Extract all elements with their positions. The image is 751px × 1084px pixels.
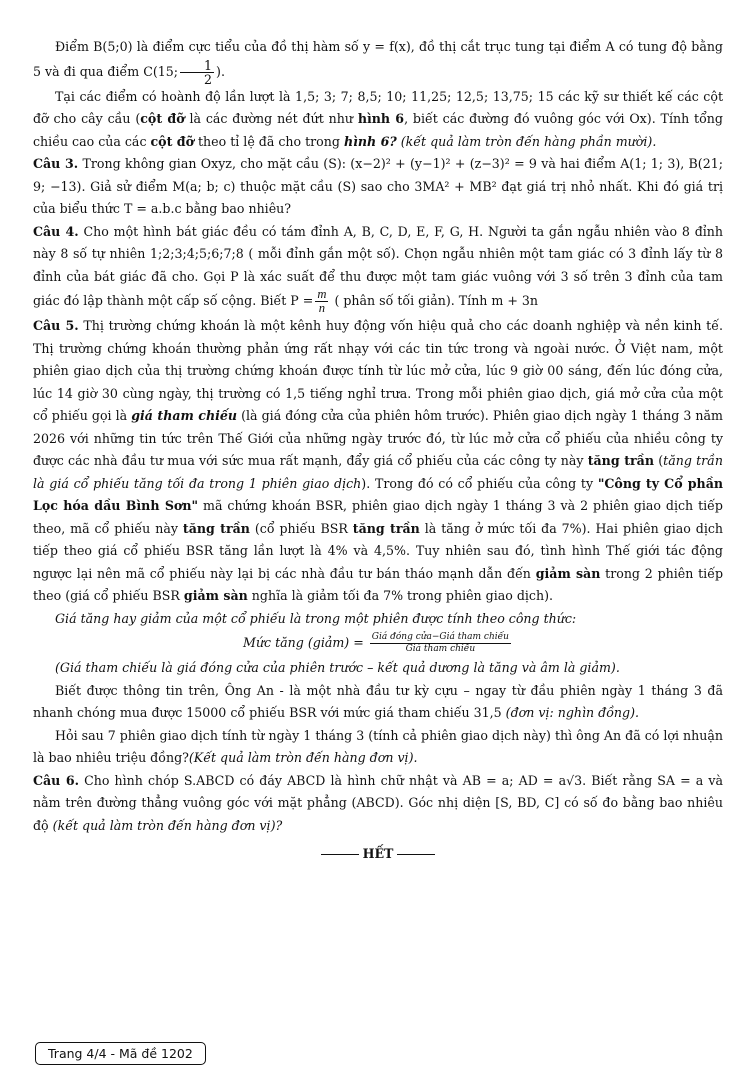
question-label: Câu 5. bbox=[33, 318, 79, 333]
question-label: Câu 6. bbox=[33, 772, 79, 788]
question-5: Câu 5. Thị trường chứng khoán là một kênh huy động vốn hiệu quả cho các doanh nghiệp và nền kinh tế. Thị trường chứng khoán thường phản ứng rất nhạy với các tin tức trong và ngoài nước. Ở Việt nam, một phiên giao dịch của thị trường chứng khoán được tính từ lúc mở cửa, lúc 9 giờ 00 sáng, đến lúc đóng cửa, lúc 14 giờ 30 cùng ngày, thị trường có 1,5 tiếng nghỉ trưa. Trong mỗi phiên giao dịch, giá mở cửa của một cổ phiếu gọi là giá tham chiếu (là giá đóng cửa của phiên hôm trước). Phiên giao dịch ngày 1 tháng 3 năm 2026 với những tin tức trên Thế Giới của những ngày trước đó, từ lúc mở cửa cổ phiếu của nhiều công ty được các nhà đầu tư mua với sức mua rất mạnh, đẩy giá cổ phiếu của các công ty này tăng trần (tăng trần là giá cổ phiếu tăng tối đa trong 1 phiên giao dịch). Trong đó có cổ phiếu của công ty "Công ty Cổ phần Lọc hóa dầu Bình Sơn" mã chứng khoán BSR, phiên giao dịch ngày 1 tháng 3 và 2 phiên giao dịch tiếp theo, mã cổ phiếu này tăng trần (cổ phiếu BSR tăng trần là tăng ở mức tối đa 7%). Hai phiên giao dịch tiếp theo giá cổ phiếu BSR tăng lần lượt là 4% và 4,5%. Tuy nhiên sau đó, tình hình Thế giới tác động ngược lại nên mã cổ phiếu này lại bị các nhà đầu tư bán tháo mạnh dẫn đến giảm sàn trong 2 phiên tiếp theo (giá cổ phiếu BSR giảm sàn nghĩa là giảm tối đa 7% trong phiên giao dịch). bbox=[33, 318, 724, 603]
question-label: Câu 3. bbox=[33, 156, 79, 171]
profit-question: Hỏi sau 7 phiên giao dịch tính từ ngày 1 tháng 3 (tính cả phiên giao dịch này) thì ông An đã có lợi nhuận là bao nhiêu triệu đồng?(Kết quả làm tròn đến hàng đơn vị). bbox=[33, 727, 723, 765]
formula-intro: Giá tăng hay giảm của một cổ phiếu là trong một phiên được tính theo công thức: bbox=[55, 610, 577, 626]
page-footer: Trang 4/4 - Mã đề 1202 bbox=[35, 1042, 206, 1065]
formula-fraction: $\frac{\text{Giá đóng cửa−Giá tham chiếu}}{\text{Giá tham chiếu}}$ bbox=[371, 632, 509, 654]
support-columns-paragraph: Tại các điểm có hoành độ lần lượt là 1,5; 3; 7; 8,5; 10; 11,25; 12,5; 13,75; 15 các kỹ sư thiết kế các cột đỡ cho cây cầu (cột đỡ là các đường nét đứt như hình 6, biết các đường đó vuông góc với Ox). Tính tổng chiều cao của các cột đỡ theo tỉ lệ đã cho trong hình 6? (kết quả làm tròn đến hàng phần mười). bbox=[33, 88, 723, 149]
document-page bbox=[33, 36, 723, 866]
intro-paragraph: Điểm B(5;0) là điểm cực tiểu của đồ thị hàm số y = f(x), đồ thị cắt trục tung tại điểm A có tung độ bằng 5 và đi qua điểm C(15; $\frac{1}{2}$ ). bbox=[33, 39, 723, 87]
end-marker: HẾT bbox=[33, 843, 723, 866]
question-6: Câu 6. Cho hình chóp S.ABCD có đáy ABCD là hình chữ nhật và AB = a; AD = a√3. Biết rằng SA = a và nằm trên đường thẳng vuông góc với mặt phẳng (ABCD). Góc nhị diện [S, BD, C] có số đo bằng bao nhiêu độ (kết quả làm tròn đến hàng đơn vị)? bbox=[33, 772, 723, 833]
question-4: Câu 4. Cho một hình bát giác đều có tám đỉnh A, B, C, D, E, F, G, H. Người ta gắn ngẫu nhiên vào 8 đỉnh này 8 số tự nhiên 1;2;3;4;5;6;7;8 ( mỗi đỉnh gắn một số). Chọn ngẫu nhiên một tam giác có 3 đỉnh lấy từ 8 đỉnh của bát giác đã cho. Gọi P là xác suất để thu được một tam giác vuông với 3 số trên 3 đỉnh của tam giác đó lập thành một cấp số cộng. Biết P = $\frac{m}{n}$ ( phân số tối giản). Tính m + 3n bbox=[33, 223, 724, 315]
fraction-one-half: $\frac{1}{2}$ bbox=[180, 59, 214, 86]
fraction-m-n: $\frac{m}{n}$ bbox=[317, 287, 327, 315]
question-3: Câu 3. Trong không gian Oxyz, cho mặt cầu (S): (x−2)² + (y−1)² + (z−3)² = 9 và hai điểm A(1; 1; 3), B(21; 9; −13). Giả sử điểm M(a; b; c) thuộc mặt cầu (S) sao cho 3MA² + MB² đạt giá trị nhỏ nhất. Khi đó giá trị của biểu thức T = a.b.c bằng bao nhiêu? bbox=[33, 156, 723, 216]
question-label: Câu 4. bbox=[33, 223, 79, 239]
investor-paragraph: Biết được thông tin trên, Ông An - là một nhà đầu tư kỳ cựu – ngay từ đầu phiên ngày 1 tháng 3 đã nhanh chóng mua được 15000 cổ phiếu BSR với mức giá tham chiếu 31,5 (đơn vị: nghìn đồng). bbox=[33, 682, 723, 720]
price-change-formula: Mức tăng (giảm) = $\frac{\text{Giá đóng cửa−Giá tham chiếu}}{\text{Giá tham chiếu}}$ bbox=[243, 632, 509, 654]
formula-note: (Giá tham chiếu là giá đóng cửa của phiên trước – kết quả dương là tăng và âm là giảm). bbox=[55, 660, 620, 675]
